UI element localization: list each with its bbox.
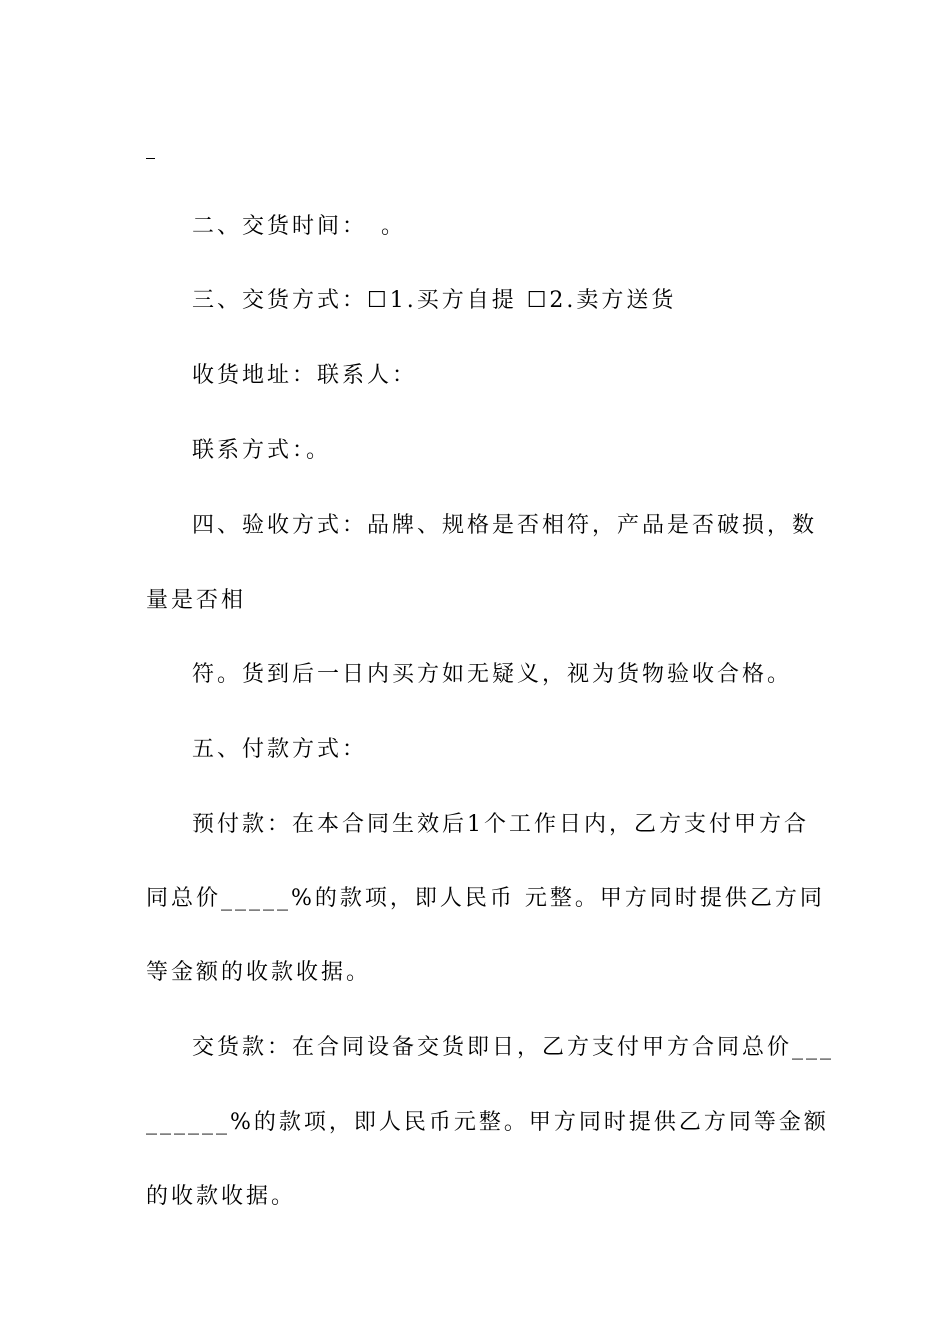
- clause-2-delivery-time: 二、交货时间： 。: [192, 214, 407, 239]
- contact-method-line: 联系方式：。: [192, 438, 332, 463]
- top-dash-mark: [146, 158, 155, 159]
- clause-4-acceptance-line-3: 符。货到后一日内买方如无疑义，视为货物验收合格。: [192, 662, 793, 687]
- delivery-payment-line-1: 交货款：在合同设备交货即日，乙方支付甲方合同总价___: [192, 1035, 835, 1060]
- delivery-payment-line-2: ______%的款项，即人民币元整。甲方同时提供乙方同等金额: [146, 1110, 829, 1135]
- receiving-address-line: 收货地址：联系人：: [192, 363, 418, 388]
- clause-4-acceptance-line-2: 量是否相: [146, 588, 247, 613]
- prepayment-line-1: 预付款：在本合同生效后1个工作日内，乙方支付甲方合: [192, 812, 809, 837]
- delivery-payment-line-3: 的收款收据。: [146, 1184, 297, 1209]
- clause-4-acceptance-line-1: 四、验收方式：品牌、规格是否相符，产品是否破损，数: [192, 513, 818, 538]
- clause-5-payment-heading: 五、付款方式：: [192, 737, 368, 762]
- clause-3-delivery-method: 三、交货方式：☐1.买方自提 ☐2.卖方送货: [192, 288, 677, 313]
- prepayment-line-3: 等金额的收款收据。: [146, 960, 372, 985]
- prepayment-line-2: 同总价_____%的款项，即人民币 元整。甲方同时提供乙方同: [146, 886, 825, 911]
